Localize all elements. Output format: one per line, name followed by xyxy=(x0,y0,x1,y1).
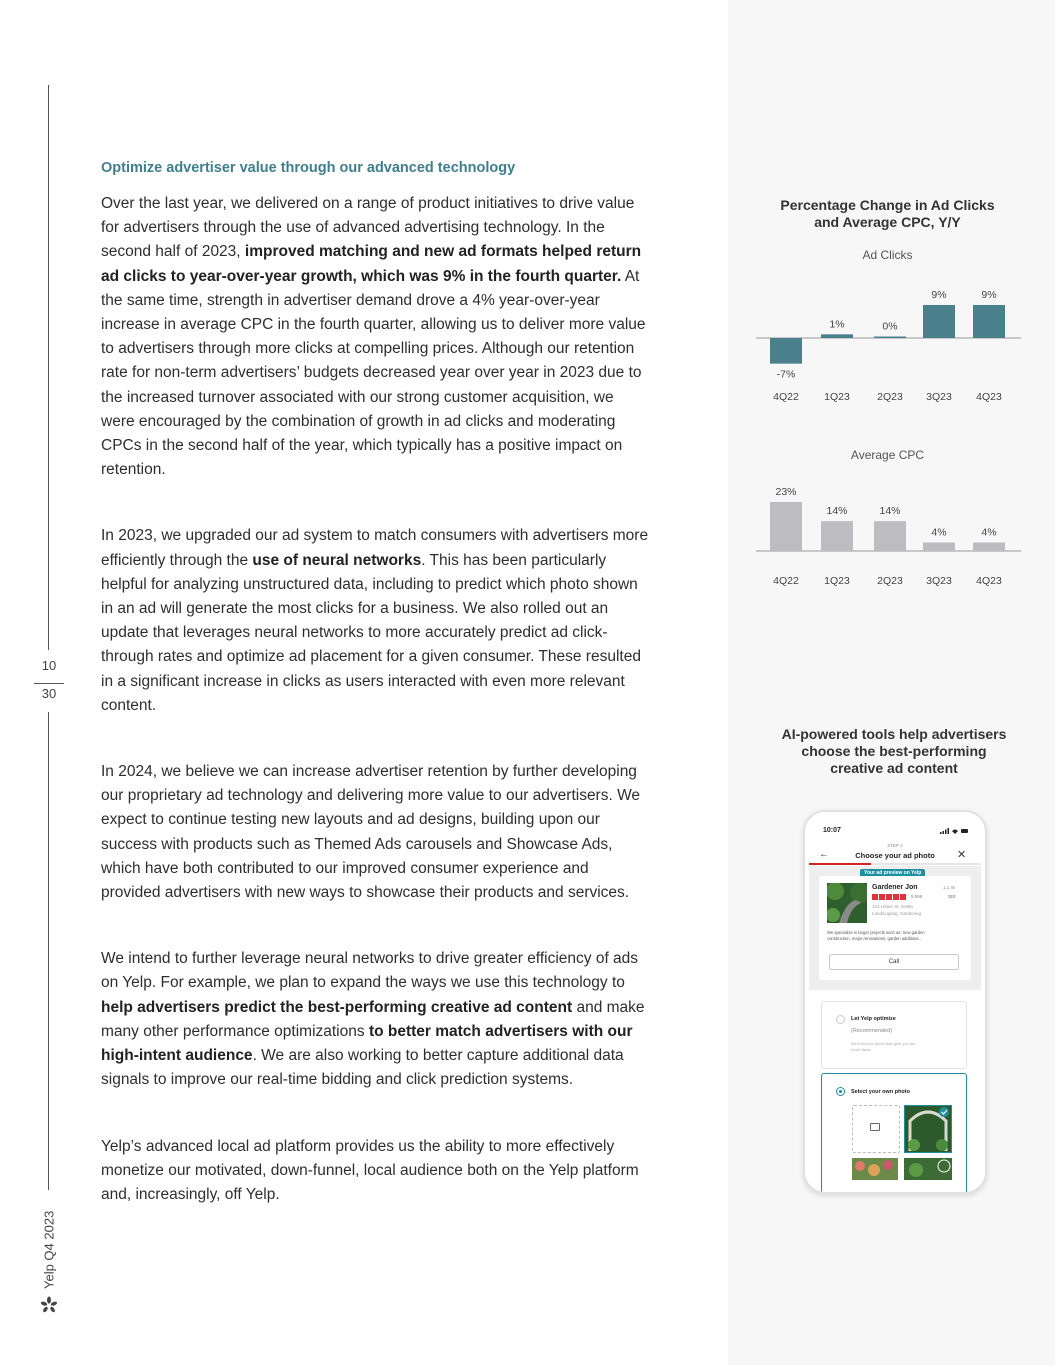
chart-title xyxy=(760,197,1015,231)
p2-text-a: In 2023, we upgraded our ad system to match consumers with advertisers more efficiently through the xyxy=(101,527,649,569)
ad-clicks-bar xyxy=(770,338,802,364)
close-icon[interactable]: ✕ xyxy=(957,849,967,861)
paragraph-3: In 2024, we believe we can increase advertiser retention by further developing our proprietary ad technology and delivering more value to our advertisers. We expect to continue testing new layouts and ad designs, building upon our success with products such as Themed Ads carousels and Showcase Ads, which have both contributed to our improved consumer experience and provided advertisers with new ways to showcase their products and services. xyxy=(101,763,641,902)
business-address: 123 Urban St, SoMa xyxy=(872,904,913,909)
preview-badge: Your ad preview on Yelp xyxy=(860,869,925,877)
avg-cpc-value-label: 14% xyxy=(826,505,848,518)
phone-caption xyxy=(768,726,1020,777)
p1-bold: improved matching and new ad formats helped return ad clicks to year-over-year growth, which was 9% in the fourth quarter. xyxy=(101,243,642,285)
ad-clicks-bar xyxy=(973,305,1005,338)
star-icon xyxy=(886,894,892,900)
step-label: STEP 2 xyxy=(887,843,903,848)
paragraph-2 xyxy=(101,524,651,718)
ad-clicks-value-label: -7% xyxy=(776,368,796,381)
p4-text-e: . We are also working to better capture additional data signals to improve our real-time bidding and click prediction systems. xyxy=(101,1047,624,1089)
radio-unselected[interactable] xyxy=(836,1015,845,1024)
phone-caption-line-2: choose the best-performing xyxy=(801,743,987,759)
avg-cpc-value-label: 4% xyxy=(981,526,997,539)
progress-fill xyxy=(809,863,871,865)
chart-title-line-2: and Average CPC, Y/Y xyxy=(814,214,961,230)
ad-clicks-category-label: 4Q23 xyxy=(976,391,1002,403)
main-content xyxy=(101,160,651,1207)
ad-clicks-value-label: 1% xyxy=(829,318,845,331)
p4-bold-2: to better match advertisers with our high-intent audience xyxy=(101,1022,633,1065)
option-1-desc-line-1: We'll find the photo that gets you the xyxy=(851,1041,916,1046)
ad-clicks-subtitle: Ad Clicks xyxy=(862,248,913,262)
chart-title-line-1: Percentage Change in Ad Clicks xyxy=(780,197,995,213)
p4-text-a: We intend to further leverage neural networks to drive greater efficiency of ads on Yelp. For example, we plan to expand the ways we use this technology to xyxy=(101,950,639,992)
avg-cpc-category-label: 4Q23 xyxy=(976,575,1002,587)
rating-stars-icon xyxy=(872,894,906,900)
avg-cpc-bar xyxy=(770,502,802,551)
review-count: 9,999 xyxy=(911,894,923,899)
avg-cpc-bar xyxy=(923,542,955,551)
status-time: 10:07 xyxy=(823,827,841,834)
p1-text-c: At the same time, strength in advertiser demand drove a 4% year-over-year increase in average CPC in the fourth quarter, allowing us to deliver more value to advertisers through more clicks at compelling prices. Although our retention rate for non-term advertisers’ budgets decreased year over year in 2023 due to the increased turnover associated with our strong customer acquisition, we were encouraged by the combination of growth in ad clicks and moderating CPCs in the second half of the year, which typically has a positive impact on retention. xyxy=(101,267,646,479)
status-icons xyxy=(940,827,970,835)
phone-caption-line-1: AI-powered tools help advertisers xyxy=(781,726,1007,742)
distance: 1.1 mi xyxy=(943,885,956,890)
p2-bold: use of neural networks xyxy=(252,551,422,569)
p4-text-c: and make many other performance optimizations xyxy=(101,998,645,1040)
option-1-title: Let Yelp optimize xyxy=(851,1016,896,1022)
ad-clicks-value-label: 9% xyxy=(981,289,997,301)
paragraph-4 xyxy=(101,947,651,1092)
ad-clicks-value-label: 9% xyxy=(931,289,947,301)
option-yelp-optimize[interactable] xyxy=(821,1001,967,1069)
garden-thumbnail xyxy=(827,883,867,923)
yelp-burst-icon xyxy=(40,1296,58,1314)
star-icon xyxy=(879,894,885,900)
ad-clicks-value-label: 0% xyxy=(882,320,898,333)
back-arrow-icon[interactable]: ← xyxy=(819,849,829,860)
ad-clicks-category-label: 1Q23 xyxy=(824,391,850,403)
camera-icon xyxy=(870,1123,880,1131)
p4-bold-1: help advertisers predict the best-performing creative ad content xyxy=(101,998,573,1016)
ad-clicks-category-label: 4Q22 xyxy=(773,391,799,403)
bar-charts xyxy=(750,280,1030,600)
star-icon xyxy=(893,894,899,900)
avg-cpc-bar xyxy=(821,521,853,551)
page-current: 10 xyxy=(41,658,57,673)
photo-thumb-garden[interactable] xyxy=(904,1158,952,1180)
brand-label: Yelp Q4 2023 xyxy=(41,1210,57,1290)
ad-clicks-category-label: 3Q23 xyxy=(926,391,952,403)
option-2-title: Select your own photo xyxy=(851,1089,910,1095)
option-1-sub: (Recommended) xyxy=(851,1028,892,1034)
star-icon xyxy=(900,894,906,900)
ad-clicks-bar xyxy=(821,334,853,338)
section-heading: Optimize advertiser value through our advanced technology xyxy=(101,160,516,176)
page-total: 30 xyxy=(41,686,57,701)
screen-title: Choose your ad photo xyxy=(855,851,935,860)
radio-dot xyxy=(839,1090,842,1093)
avg-cpc-bar xyxy=(874,521,906,551)
avg-cpc-bar xyxy=(973,542,1005,551)
photo-thumb-selected[interactable] xyxy=(904,1105,952,1153)
business-desc-line-1: We specialize in larger projects such as: new garden xyxy=(827,930,925,935)
business-name: Gardener Jon xyxy=(872,884,918,891)
avg-cpc-category-label: 1Q23 xyxy=(824,575,850,587)
avg-cpc-category-label: 4Q22 xyxy=(773,575,799,587)
paragraph-1 xyxy=(101,192,651,482)
avg-cpc-subtitle: Average CPC xyxy=(850,448,925,462)
progress-bar xyxy=(809,863,981,865)
radio-selected[interactable] xyxy=(836,1087,845,1096)
option-1-desc-line-2: most clicks xyxy=(851,1047,871,1052)
rail-line-top xyxy=(48,85,49,650)
ad-clicks-bar xyxy=(874,337,906,339)
ad-clicks-bar xyxy=(923,305,955,338)
photo-thumb-flowers[interactable] xyxy=(852,1158,898,1180)
ad-clicks-category-label: 2Q23 xyxy=(877,391,903,403)
avg-cpc-value-label: 23% xyxy=(775,486,797,498)
avg-cpc-value-label: 4% xyxy=(931,526,947,539)
p1-text-a: Over the last year, we delivered on a range of product initiatives to drive value for advertisers through the use of advanced advertising technology. In the second half of 2023, xyxy=(101,195,635,261)
business-category: Landscaping, Gardening xyxy=(872,911,922,916)
paragraph-5: Yelp’s advanced local ad platform provides us the ability to more effectively monetize our motivated, down-funnel, local audience both on the Yelp platform and, increasingly, off Yelp. xyxy=(101,1137,639,1203)
avg-cpc-category-label: 3Q23 xyxy=(926,575,952,587)
phone-caption-line-3: creative ad content xyxy=(830,760,958,776)
avg-cpc-value-label: 14% xyxy=(879,505,901,518)
star-icon xyxy=(872,894,878,900)
avg-cpc-category-label: 2Q23 xyxy=(877,575,903,587)
price-level: $$$ xyxy=(948,894,956,899)
rail-line-bottom xyxy=(48,712,49,1190)
call-button[interactable]: Call xyxy=(829,954,959,970)
phone-mockup xyxy=(803,810,987,1194)
p2-text-c: . This has been particularly helpful for analyzing unstructured data, including to predict which photo shown in an ad will generate the most clicks for a business. We also rolled out an update that leverages neural networks to more accurately predict ad click-through rates and optimize ad placement for a given consumer. These resulted in a significant increase in clicks as users interacted with even more relevant content. xyxy=(101,551,641,714)
page-separator xyxy=(34,683,64,684)
business-desc-line-2: construction, major renovations, garden additions... xyxy=(827,936,922,941)
